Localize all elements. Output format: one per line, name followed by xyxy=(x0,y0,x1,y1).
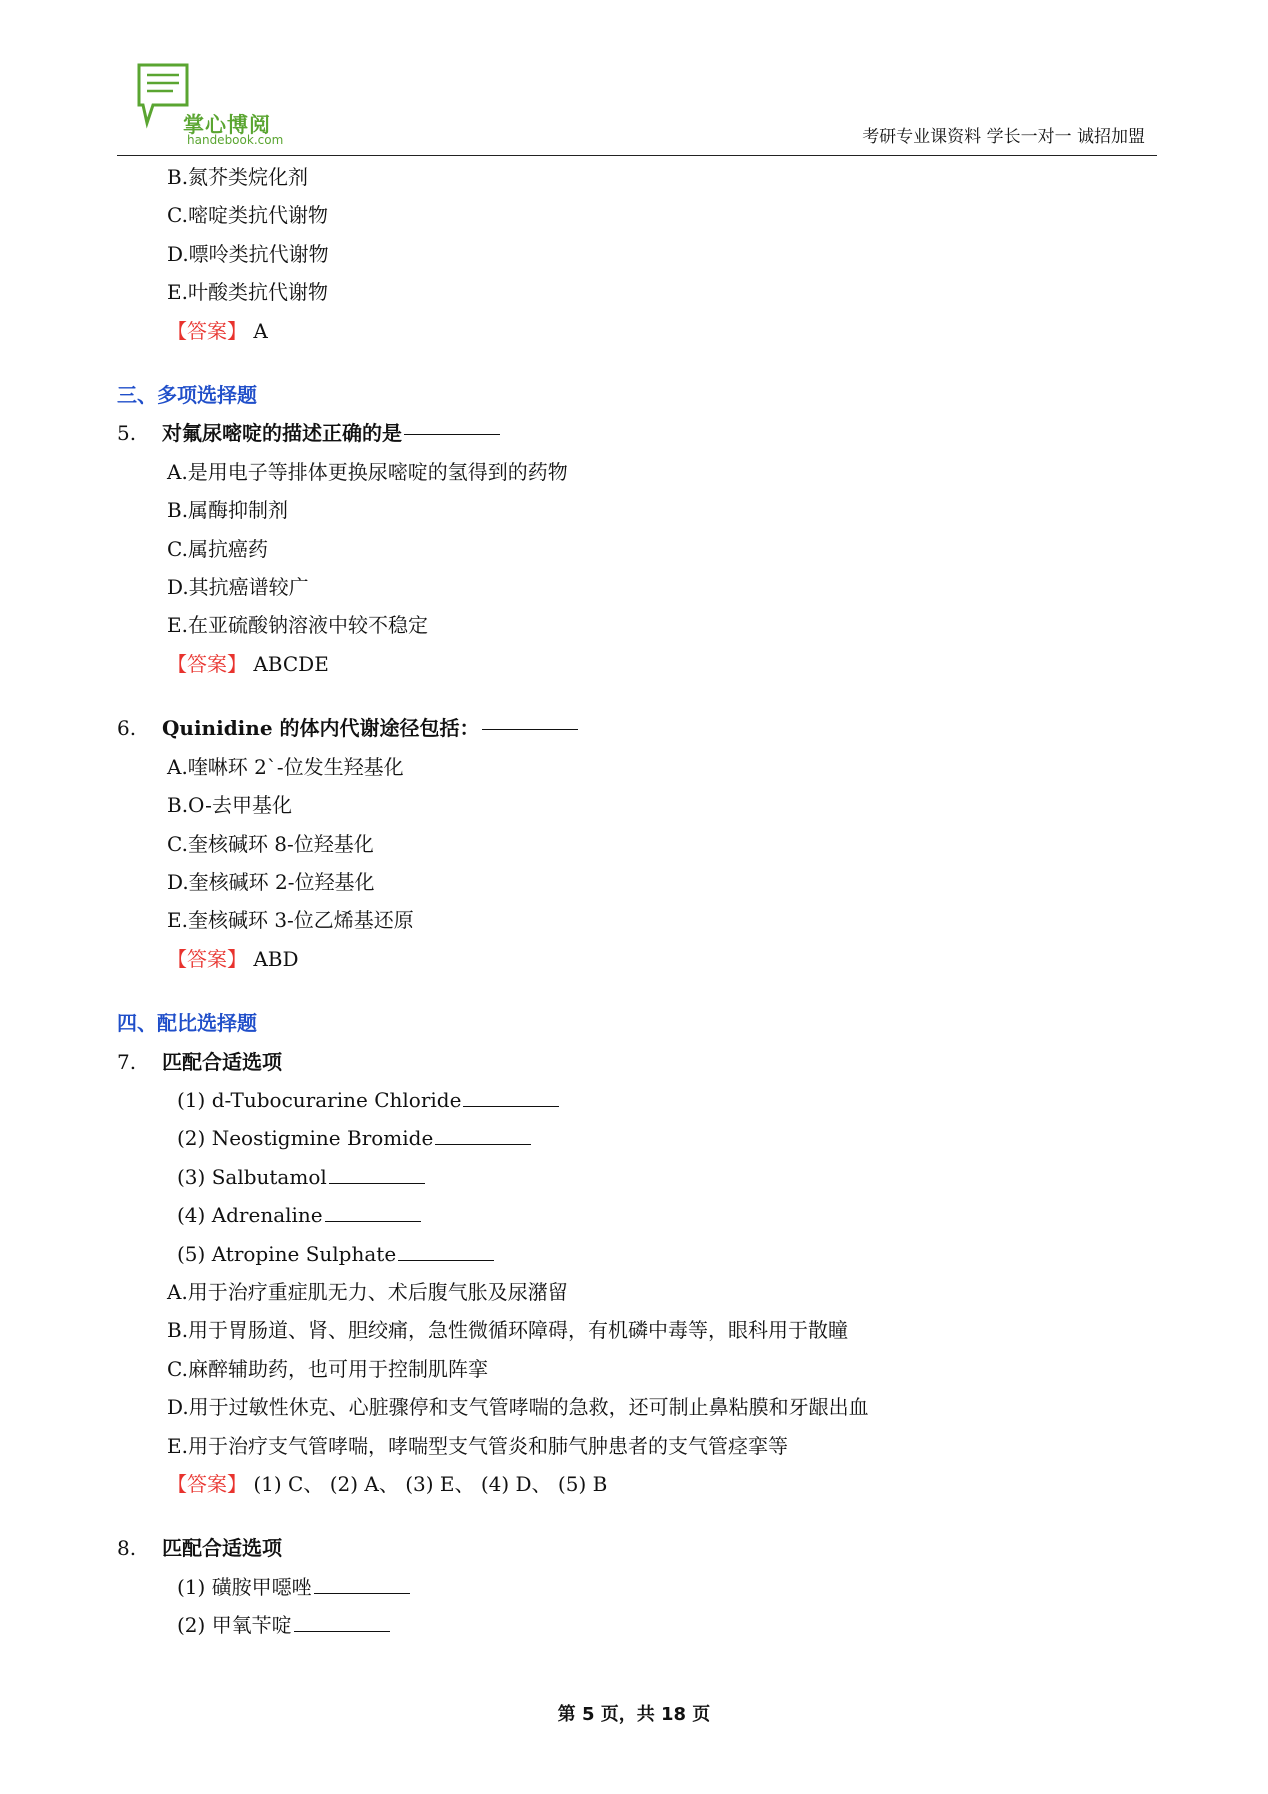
answer-value: A xyxy=(253,318,268,343)
answer-blank xyxy=(435,1124,531,1145)
match-item-text: (1) d-Tubocurarine Chloride xyxy=(177,1087,462,1112)
answer-line xyxy=(117,940,1157,978)
page-header xyxy=(117,55,1157,156)
option-b: B.氮芥类烷化剂 xyxy=(167,165,309,189)
answer-blank xyxy=(482,709,578,730)
answer-blank xyxy=(329,1163,425,1184)
match-item-text: (1) 磺胺甲噁唑 xyxy=(177,1574,312,1599)
option-d: D.其抗癌谱较广 xyxy=(167,575,309,600)
option-c: C.属抗癌药 xyxy=(167,536,268,561)
option-c: C.奎核碱环 8-位羟基化 xyxy=(167,831,374,856)
answer-line xyxy=(117,312,1157,350)
question-8 xyxy=(117,1529,1157,1567)
option-c: C.麻醉辅助药，也可用于控制肌阵挛 xyxy=(167,1356,488,1381)
option-e: E.在亚硫酸钠溶液中较不稳定 xyxy=(167,613,428,638)
option-e: E.叶酸类抗代谢物 xyxy=(167,280,328,305)
logo-domain: handebook.com xyxy=(187,133,284,147)
answer-label: 【答案】 xyxy=(167,318,247,343)
question-7 xyxy=(117,1043,1157,1081)
page-content xyxy=(117,158,1157,1645)
page-number: 第 5 页，共 18 页 xyxy=(557,1704,711,1725)
match-item xyxy=(117,1606,1157,1644)
answer-label: 【答案】 xyxy=(167,1472,247,1496)
option-c: C.嘧啶类抗代谢物 xyxy=(167,203,328,228)
option-a: A.用于治疗重症肌无力、术后腹气胀及尿潴留 xyxy=(167,1279,568,1304)
section-heading-matching: 四、配比选择题 xyxy=(117,1011,257,1036)
question-text: 对氟尿嘧啶的描述正确的是 xyxy=(162,421,402,446)
match-item xyxy=(117,1158,1157,1196)
answer-blank xyxy=(314,1573,410,1594)
option-d: D.嘌呤类抗代谢物 xyxy=(167,241,329,266)
option-e: E.用于治疗支气管哮喘，哮喘型支气管炎和肺气肿患者的支气管痉挛等 xyxy=(167,1433,788,1458)
option-d: D.奎核碱环 2-位羟基化 xyxy=(167,869,375,894)
question-number: 7. xyxy=(117,1049,137,1074)
answer-blank xyxy=(398,1240,494,1261)
option-b: B.O-去甲基化 xyxy=(167,793,292,818)
question-text: Quinidine 的体内代谢途径包括： xyxy=(162,716,480,741)
match-item-text: (2) Neostigmine Bromide xyxy=(177,1126,434,1151)
answer-value: ABD xyxy=(253,946,299,971)
header-tagline: 考研专业课资料 学长一对一 诚招加盟 xyxy=(862,127,1145,147)
logo xyxy=(135,61,285,147)
section-heading-multiple-choice: 三、多项选择题 xyxy=(117,383,257,408)
question-number: 6. xyxy=(117,716,137,741)
answer-blank xyxy=(463,1086,559,1107)
answer-line xyxy=(117,1465,1157,1503)
answer-value: (1) C、 (2) A、 (3) E、 (4) D、 (5) B xyxy=(253,1472,608,1496)
answer-blank xyxy=(404,414,500,435)
logo-chinese-name: 掌心博阅 xyxy=(183,113,271,137)
option-a: A.是用电子等排体更换尿嘧啶的氢得到的药物 xyxy=(167,459,568,484)
question-text: 匹配合适选项 xyxy=(162,1049,282,1074)
question-number: 5. xyxy=(117,421,137,446)
option-e: E.奎核碱环 3-位乙烯基还原 xyxy=(167,908,414,933)
option-b: B.用于胃肠道、肾、胆绞痛，急性微循环障碍，有机磷中毒等，眼科用于散瞳 xyxy=(167,1318,849,1343)
answer-blank xyxy=(325,1201,421,1222)
option-a: A.喹啉环 2`-位发生羟基化 xyxy=(167,754,404,779)
question-6 xyxy=(117,709,1157,747)
question-text: 匹配合适选项 xyxy=(162,1536,282,1561)
match-item-text: (4) Adrenaline xyxy=(177,1203,323,1228)
match-item xyxy=(117,1235,1157,1273)
match-item xyxy=(117,1119,1157,1157)
option-b: B.属酶抑制剂 xyxy=(167,498,289,523)
match-item-text: (3) Salbutamol xyxy=(177,1164,327,1189)
match-item xyxy=(117,1568,1157,1606)
match-item-text: (5) Atropine Sulphate xyxy=(177,1241,397,1266)
answer-line xyxy=(117,645,1157,683)
match-item xyxy=(117,1196,1157,1234)
question-number: 8. xyxy=(117,1536,137,1561)
match-item-text: (2) 甲氧苄啶 xyxy=(177,1613,292,1638)
option-d: D.用于过敏性休克、心脏骤停和支气管哮喘的急救，还可制止鼻粘膜和牙龈出血 xyxy=(167,1395,869,1420)
match-item xyxy=(117,1081,1157,1119)
answer-label: 【答案】 xyxy=(167,946,247,971)
answer-value: ABCDE xyxy=(253,651,329,676)
answer-label: 【答案】 xyxy=(167,651,247,676)
answer-blank xyxy=(294,1611,390,1632)
question-5 xyxy=(117,414,1157,452)
